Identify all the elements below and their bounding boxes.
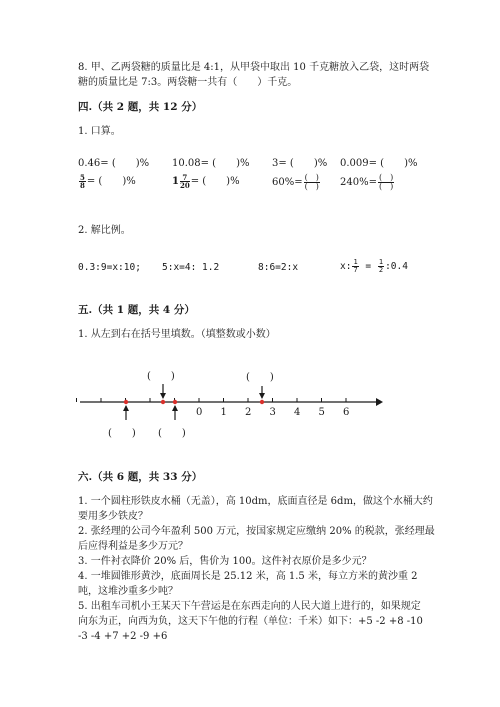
fraction-5-8: $\frac{5}{8}$ bbox=[80, 173, 85, 190]
marked-point-1 bbox=[124, 400, 128, 404]
calc-0-46: 0.46= ( )% bbox=[78, 158, 150, 169]
fraction-1-7: $\frac{1}{7}$ bbox=[353, 258, 358, 274]
section6-title: 六.（共 6 题，共 33 分） bbox=[78, 471, 203, 483]
tick-label: 3 bbox=[269, 407, 276, 418]
q5-line3: -3 -4 +7 +2 -9 +6 bbox=[78, 631, 168, 642]
marked-point-3 bbox=[173, 400, 177, 404]
q2-line2: 后应得利益是多少万元？ bbox=[78, 541, 188, 552]
arrowhead-down-1 bbox=[160, 393, 166, 399]
section5-title: 五.（共 1 题，共 4 分） bbox=[78, 304, 195, 316]
q8-line2: 糖的质量比是 7:3。两袋糖一共有（ ）千克。 bbox=[78, 77, 298, 88]
arrowhead-up-1 bbox=[123, 405, 129, 411]
q2-line1: 2. 张经理的公司今年盈利 500 万元，按国家规定应缴纳 20% 的税款，张经理最 bbox=[78, 526, 435, 537]
tick-label: 4 bbox=[294, 407, 301, 418]
section4-title: 四.（共 2 题，共 12 分） bbox=[78, 101, 203, 113]
proportion-c: 8:6=2:x bbox=[258, 262, 299, 273]
blank-top-1: ( ) bbox=[147, 371, 175, 382]
calc-60-percent: 60%= ( ) ( ) bbox=[272, 173, 319, 191]
section4-sub1: 1. 口算。 bbox=[78, 126, 121, 137]
calc-10-08: 10.08= ( )% bbox=[172, 158, 250, 169]
section4-sub2: 2. 解比例。 bbox=[78, 225, 131, 236]
blank-top-2: ( ) bbox=[246, 372, 274, 383]
marked-point-4 bbox=[260, 400, 264, 404]
number-line-arrowhead bbox=[376, 398, 383, 406]
blank-bottom-1: ( ) bbox=[108, 428, 136, 439]
calc-5-8: $\frac{5}{8}$ = ( )% bbox=[80, 173, 136, 190]
calc-3: 3= ( )% bbox=[272, 158, 328, 169]
q4-line2: 吨，这堆沙重多少吨？ bbox=[78, 586, 178, 597]
q4-line1: 4. 一堆圆锥形黄沙，底面周长是 25.12 米，高 1.5 米，每立方米的黄沙重 2 bbox=[78, 571, 418, 582]
calc-240-percent: 240%= ( ) ( ) bbox=[340, 173, 394, 191]
fraction-blank-b: ( ) ( ) bbox=[378, 173, 394, 191]
tick-label: 2 bbox=[245, 407, 252, 418]
section5-sub1: 1. 从左到右在括号里填数。（填整数或小数） bbox=[78, 329, 276, 340]
blank-bottom-2: ( ) bbox=[158, 428, 186, 439]
proportion-b: 5:x=4: 1.2 bbox=[162, 262, 220, 273]
arrowhead-down-2 bbox=[259, 393, 265, 399]
q1-line2: 要用多少铁皮？ bbox=[78, 511, 148, 522]
tick-label: 5 bbox=[318, 407, 325, 418]
calc-0-009: 0.009= ( )% bbox=[340, 158, 418, 169]
fraction-1-2: $\frac{1}{2}$ bbox=[378, 258, 384, 274]
tick-label: 0 bbox=[196, 407, 203, 418]
proportion-d: x: $\frac{1}{7}$ = $\frac{1}{2}$ :0.4 bbox=[340, 258, 408, 274]
q8-line1: 8. 甲、乙两袋糖的质量比是 4:1，从甲袋中取出 10 千克糖放入乙袋，这时两袋 bbox=[78, 62, 430, 73]
q5-line2: 向东为正，向西为负，这天下午他的行程（单位：千米）如下：+5 -2 +8 -10 bbox=[78, 616, 423, 627]
calc-1-7-20: 1 $\frac{7}{20}$ = ( )% bbox=[172, 173, 240, 190]
fraction-blank-a: ( ) ( ) bbox=[304, 173, 319, 191]
tick-label: 1 bbox=[220, 407, 227, 418]
arrowhead-up-2 bbox=[172, 405, 178, 411]
q1-line1: 1. 一个圆柱形铁皮水桶（无盖），高 10dm，底面直径是 6dm，做这个水桶大约 bbox=[78, 496, 433, 507]
fraction-7-20: $\frac{7}{20}$ bbox=[179, 173, 190, 190]
tick-label: 6 bbox=[343, 407, 350, 418]
proportion-a: 0.3:9=x:10; bbox=[78, 262, 141, 273]
q5-line1: 5. 出租车司机小王某天下午营运是在东西走向的人民大道上进行的，如果规定 bbox=[78, 601, 421, 612]
q3-line: 3. 一件衬衣降价 20% 后，售价为 100。这件衬衣原价是多少元？ bbox=[78, 556, 372, 567]
marked-point-2 bbox=[161, 400, 165, 404]
